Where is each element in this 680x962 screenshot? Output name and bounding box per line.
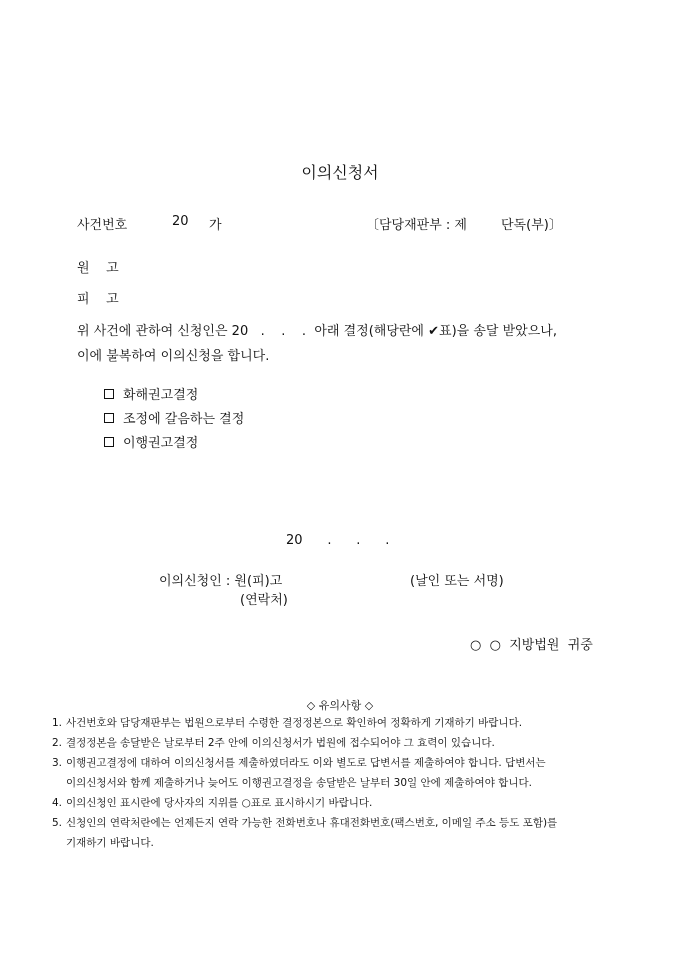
note-number: 3. — [52, 757, 63, 769]
judge-division-close: 단독(부)〕 — [501, 218, 562, 233]
note-item — [52, 793, 557, 813]
case-number-label: 사건번호 — [77, 218, 128, 233]
note-text: 신청인의 연락처란에는 언제든지 연락 가능한 전화번호나 휴대전화번호(팩스번호, 이메일 주소 등도 포함)를 — [66, 817, 558, 829]
note-item — [52, 713, 557, 733]
body-line-2: 이에 불복하여 이의신청을 합니다. — [77, 349, 270, 364]
note-continuation: 이의신청서와 함께 제출하거나 늦어도 이행권고결정을 송달받은 날부터 30일 안에 제출하여야 합니다. — [66, 777, 532, 789]
checkbox[interactable] — [104, 437, 114, 447]
plaintiff-label: 원 고 — [77, 261, 119, 276]
option-label: 이행권고결정 — [123, 436, 199, 451]
note-text: 사건번호와 담당재판부는 법원으로부터 수령한 결정정본으로 확인하여 정확하게 기재하기 바랍니다. — [66, 717, 523, 729]
note-text: 결정정본을 송달받은 날로부터 2주 안에 이의신청서가 법원에 접수되어야 그 효력이 있습니다. — [66, 737, 495, 749]
date-line: 20 . . . — [286, 533, 390, 548]
option-mediation[interactable] — [104, 408, 244, 427]
note-text: 이행권고결정에 대하여 이의신청서를 제출하였더라도 이와 별도로 답변서를 제출하여야 합니다. 답변서는 — [66, 757, 546, 769]
note-number: 2. — [52, 737, 63, 749]
notes-list — [52, 713, 557, 853]
court-recipient: ○ ○ 지방법원 귀중 — [470, 638, 593, 653]
note-number: 4. — [52, 797, 63, 809]
note-continuation: 기재하기 바랍니다. — [66, 837, 154, 849]
defendant-label: 피 고 — [77, 292, 119, 307]
applicant-label: 이의신청인 : 원(피)고 — [159, 574, 283, 589]
seal-signature-label: (날인 또는 서명) — [410, 574, 504, 589]
option-label: 조정에 갈음하는 결정 — [123, 412, 245, 427]
contact-label: (연락처) — [240, 593, 288, 608]
document-title: 이의신청서 — [301, 163, 379, 182]
notes-title: ◇ 유의사항 ◇ — [306, 699, 374, 712]
checkbox[interactable] — [104, 389, 114, 399]
judge-division-open: 〔담당재판부 : 제 — [366, 218, 467, 233]
note-number: 1. — [52, 717, 63, 729]
note-item — [52, 733, 557, 753]
note-item — [52, 753, 557, 773]
body-line-1: 위 사건에 관하여 신청인은 20 . . . 아래 결정(해당란에 ✔표)을 송달 받았으나, — [77, 324, 557, 339]
note-item — [52, 813, 557, 833]
checkbox[interactable] — [104, 413, 114, 423]
note-text: 이의신청인 표시란에 당사자의 지위를 ○표로 표시하시기 바랍니다. — [66, 797, 373, 809]
option-label: 화해권고결정 — [123, 388, 199, 403]
case-type: 가 — [209, 218, 222, 233]
option-performance[interactable] — [104, 432, 198, 451]
case-year: 20 — [172, 214, 189, 229]
option-settlement[interactable] — [104, 384, 198, 403]
note-number: 5. — [52, 817, 63, 829]
